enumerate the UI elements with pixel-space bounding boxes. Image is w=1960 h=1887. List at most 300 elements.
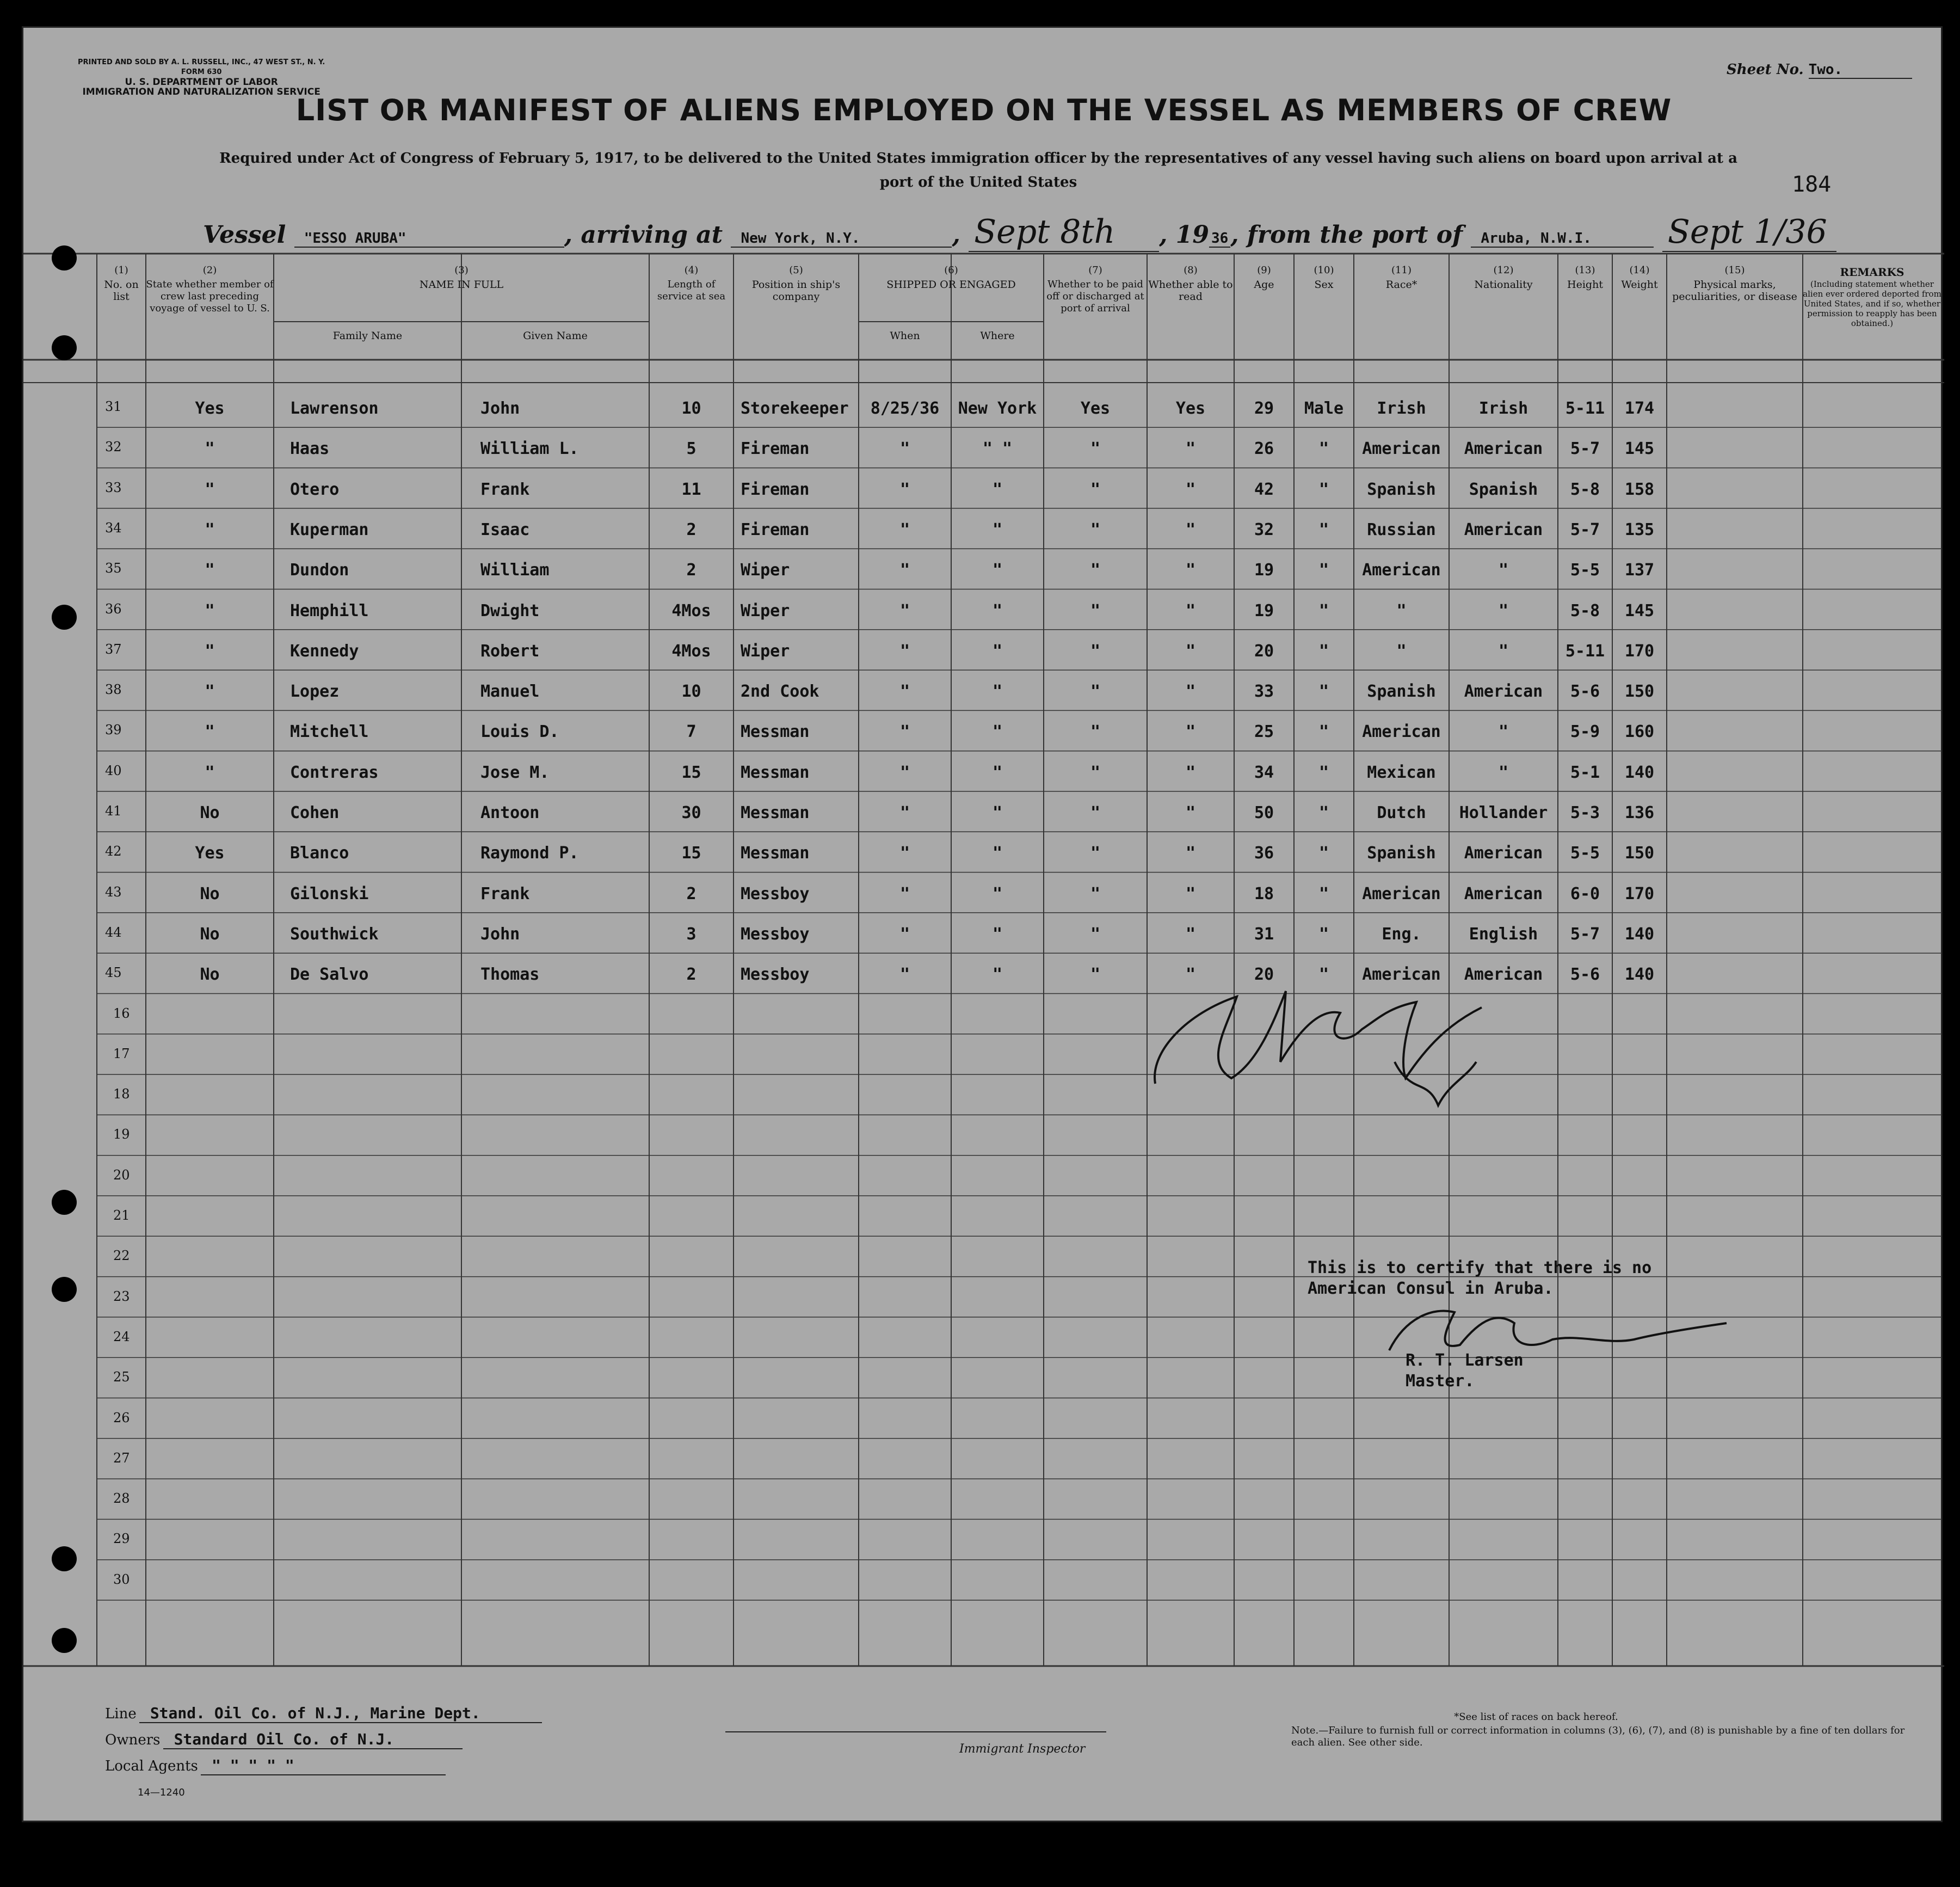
cell-nationality: " [1498,641,1509,661]
cell-age: 18 [1254,884,1274,903]
cell-sex: " [1318,439,1329,459]
cell-height: 6-0 [1570,884,1600,903]
cell-paid: " [1090,924,1101,944]
manifest-sheet [22,26,1943,1822]
agents-value: " " " " " [201,1756,446,1775]
cell-paid: " [1090,722,1101,742]
cell-when: " [899,480,910,499]
row-number: 30 [113,1571,130,1587]
cell-given: Raymond P. [480,844,579,863]
cell-read: " [1185,884,1196,903]
cell-given: John [480,924,520,944]
printer-line: U. S. DEPARTMENT OF LABOR [125,77,278,88]
cell-nationality: American [1464,682,1543,702]
owners-label: Owners [105,1732,161,1748]
cell-family: Cohen [290,803,340,822]
form-code: 14—1240 [138,1787,185,1798]
cell-sex: " [1318,965,1329,985]
cell-nationality: Spanish [1469,480,1538,499]
cell-where: " [992,561,1003,580]
sailed-date: Sept 1/36 [1662,213,1836,252]
cell-sex: " [1318,480,1329,499]
footer-owners [105,1730,463,1749]
cell-age: 36 [1254,844,1274,863]
cell-weight: 136 [1624,803,1655,822]
cell-height: 5-6 [1570,682,1600,702]
cell-prev: No [200,884,220,903]
cell-sex: " [1318,641,1329,661]
cell-age: 20 [1254,641,1274,661]
cell-family: Hemphill [290,601,369,620]
cell-age: 20 [1254,965,1274,985]
row-number: 20 [113,1167,130,1183]
row-number: 24 [113,1329,130,1344]
cell-sex: " [1318,601,1329,620]
line-value: Stand. Oil Co. of N.J., Marine Dept. [139,1704,542,1723]
cell-race: " [1396,641,1407,661]
cell-given: Dwight [480,601,540,620]
row-number: 40 [105,763,122,778]
cell-age: 29 [1254,399,1274,418]
cell-when: " [899,520,910,539]
cell-sex: " [1318,561,1329,580]
from-port-value: Aruba, N.W.I. [1471,230,1654,248]
cell-weight: 145 [1624,601,1655,620]
cell-position: Storekeeper [741,399,849,418]
cell-family: Otero [290,480,340,499]
cell-given: Frank [480,480,530,499]
page-subtitle: Required under Act of Congress of February 5, 1917, to be delivered to the United States immigration officer by the representatives of any vessel having such aliens on board upon arrival at a port of the United States [219,150,1737,190]
cell-position: Messboy [741,924,810,944]
from-label: from the port of [1247,221,1463,249]
col-header-physical-marks: (15) Physical marks, peculiarities, or disease [1672,265,1797,303]
cell-family: Blanco [290,844,349,863]
cell-service: 10 [681,682,701,702]
cell-race: " [1396,601,1407,620]
cell-weight: 140 [1624,924,1655,944]
cell-read: " [1185,803,1196,822]
cell-read: " [1185,439,1196,459]
vessel-line: Vessel "ESSO ARUBA" , arriving at New York, N.Y. , Sept 8th , 19 36, from the port of Aruba, N.W.I. Sept 1/36 [203,213,1836,252]
cell-paid: " [1090,884,1101,903]
punch-hole [52,1628,77,1653]
cell-given: Isaac [480,520,530,539]
cell-when: " [899,641,910,661]
cell-given: William L. [480,439,579,459]
races-note: *See list of races on back hereof. [1454,1711,1618,1723]
row-number: 23 [113,1288,130,1304]
cell-read: " [1185,682,1196,702]
row-number: 18 [113,1086,130,1102]
cell-sex: " [1318,520,1329,539]
cell-nationality: American [1464,439,1543,459]
cell-prev: " [205,520,215,539]
cell-race: American [1362,439,1441,459]
col-header-given-name: Given Name [523,330,588,342]
cell-nationality: Irish [1478,399,1528,418]
col-header-race: (11) Race* [1385,265,1417,291]
row-number: 45 [105,965,122,981]
punch-hole [52,605,77,630]
cell-race: American [1362,561,1441,580]
cell-service: 2 [686,520,697,539]
cell-when: " [899,763,910,782]
agents-label: Local Agents [105,1758,198,1774]
cell-given: Louis D. [480,722,559,742]
cell-service: 3 [686,924,697,944]
col-header-previous-voyage: (2) State whether member of crew last preceding voyage of vessel to U. S. [146,265,274,314]
master-name: R. T. Larsen [1406,1351,1524,1370]
cell-service: 30 [681,803,701,822]
cell-where: " [992,520,1003,539]
cell-read: " [1185,641,1196,661]
line-label: Line [105,1706,137,1722]
col-header-name: (3) NAME IN FULL [419,265,504,291]
cell-race: Irish [1377,399,1426,418]
row-number: 36 [105,601,122,617]
cell-service: 2 [686,965,697,985]
row-number: 28 [113,1491,130,1507]
col-header-no: (1) No. on list [104,265,139,303]
row-number: 31 [105,399,122,414]
cell-family: Contreras [290,763,379,782]
cell-race: American [1362,965,1441,985]
cell-height: 5-11 [1565,399,1605,418]
cell-paid: " [1090,803,1101,822]
sheet-number-label: Sheet No. [1727,62,1804,78]
cell-service: 7 [686,722,697,742]
col-header-position: (5) Position in ship's company [751,265,841,303]
cell-where: " [992,480,1003,499]
cell-where: " [992,844,1003,863]
cell-position: Fireman [741,520,810,539]
row-number: 33 [105,480,122,495]
cell-nationality: " [1498,722,1509,742]
cell-prev: No [200,965,220,985]
cell-given: Thomas [480,965,540,985]
cell-height: 5-11 [1565,641,1605,661]
cell-family: Dundon [290,561,349,580]
cell-service: 15 [681,763,701,782]
cell-prev: " [205,601,215,620]
cell-when: " [899,722,910,742]
cell-weight: 170 [1624,641,1655,661]
cell-nationality: American [1464,844,1543,863]
cell-weight: 174 [1624,399,1655,418]
cell-nationality: " [1498,601,1509,620]
col-header-family-name: Family Name [332,330,403,342]
vessel-value: "ESSO ARUBA" [294,230,564,248]
cell-position: Messman [741,722,810,742]
cell-sex: " [1318,682,1329,702]
cell-weight: 145 [1624,439,1655,459]
cell-weight: 135 [1624,520,1655,539]
cell-height: 5-9 [1570,722,1600,742]
cell-service: 4Mos [671,601,711,620]
cell-age: 42 [1254,480,1274,499]
cell-age: 34 [1254,763,1274,782]
cell-where: " [992,803,1003,822]
master-signer [1406,1350,1569,1392]
row-number: 37 [105,641,122,657]
cell-position: 2nd Cook [741,682,819,702]
col-header-shipped: (6) SHIPPED OR ENGAGED [886,265,1016,291]
col-header-service: (4) Length of service at sea [657,265,726,302]
cell-family: Southwick [290,924,379,944]
cell-race: Mexican [1367,763,1436,782]
cell-when: " [899,561,910,580]
cell-when: " [899,601,910,620]
cell-service: 4Mos [671,641,711,661]
cell-where: New York [958,399,1037,418]
cell-read: " [1185,924,1196,944]
page-title: LIST OR MANIFEST OF ALIENS EMPLOYED ON THE VESSEL AS MEMBERS OF CREW [295,93,1672,127]
cell-where: " [992,965,1003,985]
cell-race: Spanish [1367,844,1436,863]
cell-paid: " [1090,439,1101,459]
col-header-height: (13) Height [1567,265,1603,291]
cell-age: 19 [1254,561,1274,580]
cell-race: Spanish [1367,682,1436,702]
cell-read: Yes [1175,399,1206,418]
cell-given: Jose M. [480,763,550,782]
vessel-label: Vessel [203,221,286,249]
cell-family: De Salvo [290,965,369,985]
cell-position: Fireman [741,480,810,499]
row-number: 34 [105,520,122,536]
cell-when: " [899,924,910,944]
cell-sex: Male [1304,399,1344,418]
footer-agents [105,1756,446,1775]
cell-weight: 150 [1624,682,1655,702]
cell-paid: " [1090,520,1101,539]
cell-sex: " [1318,803,1329,822]
cell-family: Kennedy [290,641,359,661]
cell-height: 5-5 [1570,561,1600,580]
cell-race: Russian [1367,520,1436,539]
row-number: 35 [105,561,122,576]
col-header-where: Where [980,330,1015,342]
footer-line [105,1704,542,1723]
punch-hole [52,1190,77,1215]
cell-family: Lopez [290,682,340,702]
cell-service: 2 [686,884,697,903]
cell-given: Frank [480,884,530,903]
cell-position: Wiper [741,641,790,661]
cell-height: 5-3 [1570,803,1600,822]
cell-paid: " [1090,965,1101,985]
cell-prev: " [205,722,215,742]
cell-service: 5 [686,439,697,459]
cell-age: 19 [1254,601,1274,620]
row-number: 44 [105,924,122,940]
col-header-when: When [890,330,920,342]
cell-age: 26 [1254,439,1274,459]
arriving-label: arriving at [581,221,723,249]
row-number: 26 [113,1410,130,1425]
cell-weight: 140 [1624,965,1655,985]
row-number: 25 [113,1369,130,1385]
row-number: 38 [105,682,122,698]
cell-height: 5-1 [1570,763,1600,782]
row-number: 32 [105,439,122,455]
owners-value: Standard Oil Co. of N.J. [163,1730,463,1749]
cell-read: " [1185,722,1196,742]
cell-weight: 160 [1624,722,1655,742]
cell-read: " [1185,965,1196,985]
cell-weight: 137 [1624,561,1655,580]
cell-given: Antoon [480,803,540,822]
row-number: 16 [113,1005,130,1021]
cell-paid: " [1090,641,1101,661]
row-number: 41 [105,803,122,819]
certification-text: This is to certify that there is no American Consul in Aruba. [1308,1258,1652,1298]
cell-given: Manuel [480,682,540,702]
cell-weight: 140 [1624,763,1655,782]
cell-race: American [1362,884,1441,903]
cell-read: " [1185,601,1196,620]
col-header-remarks: REMARKS (Including statement whether alien ever ordered deported from United States, and if so, whether permission to reapply has been obtained.) [1803,266,1941,328]
cell-position: Messman [741,844,810,863]
col-header-sex: (10) Sex [1314,265,1334,291]
cell-height: 5-6 [1570,965,1600,985]
punch-hole [52,245,77,271]
arriving-value: New York, N.Y. [731,230,952,248]
cell-family: Gilonski [290,884,369,903]
col-header-weight: (14) Weight [1621,265,1658,291]
cell-prev: No [200,924,220,944]
cell-paid: " [1090,480,1101,499]
cell-family: Haas [290,439,330,459]
row-number: 19 [113,1127,130,1142]
cell-read: " [1185,480,1196,499]
cell-race: Eng. [1382,924,1421,944]
cell-sex: " [1318,924,1329,944]
cell-where: " [992,682,1003,702]
cell-sex: " [1318,763,1329,782]
row-number: 43 [105,884,122,900]
row-number: 22 [113,1248,130,1264]
cell-when: " [899,884,910,903]
cell-when: 8/25/36 [870,399,940,418]
cell-paid: Yes [1080,399,1111,418]
cell-height: 5-8 [1570,480,1600,499]
cell-prev: " [205,763,215,782]
cell-weight: 170 [1624,884,1655,903]
cell-read: " [1185,763,1196,782]
cell-when: " [899,682,910,702]
row-number: 42 [105,844,122,859]
cell-age: 32 [1254,520,1274,539]
col-header-paid-off: (7) Whether to be paid off or discharged at port of arrival [1046,265,1144,314]
cell-given: William [480,561,550,580]
row-number: 27 [113,1450,130,1466]
cell-family: Kuperman [290,520,369,539]
cell-nationality: American [1464,884,1543,903]
cell-prev: Yes [195,844,225,863]
cell-position: Messman [741,763,810,782]
cell-weight: 150 [1624,844,1655,863]
cell-service: 11 [681,480,701,499]
cell-weight: 158 [1624,480,1655,499]
cell-paid: " [1090,844,1101,863]
cell-height: 5-8 [1570,601,1600,620]
cell-race: Dutch [1377,803,1426,822]
cell-position: Messman [741,803,810,822]
cell-prev: " [205,439,215,459]
cell-age: 33 [1254,682,1274,702]
cell-family: Mitchell [290,722,369,742]
cell-read: " [1185,520,1196,539]
cell-prev: " [205,641,215,661]
cell-age: 25 [1254,722,1274,742]
cell-when: " [899,965,910,985]
printer-line: IMMIGRATION AND NATURALIZATION SERVICE [82,87,320,97]
cell-height: 5-7 [1570,520,1600,539]
stamp-number: 184 [1792,172,1832,197]
cell-nationality: " [1498,763,1509,782]
cell-nationality: Hollander [1459,803,1548,822]
cell-read: " [1185,561,1196,580]
row-number: 21 [113,1208,130,1223]
cell-where: " [992,884,1003,903]
arrival-date: Sept 8th [969,213,1159,252]
cell-service: 10 [681,399,701,418]
cell-given: John [480,399,520,418]
cell-when: " [899,439,910,459]
cell-paid: " [1090,763,1101,782]
master-title: Master. [1406,1372,1475,1391]
cell-sex: " [1318,844,1329,863]
cell-height: 5-5 [1570,844,1600,863]
cell-nationality: American [1464,965,1543,985]
cell-paid: " [1090,682,1101,702]
cell-family: Lawrenson [290,399,379,418]
cell-sex: " [1318,884,1329,903]
col-header-age: (9) Age [1254,265,1274,291]
col-header-nationality: (12) Nationality [1474,265,1533,291]
cell-prev: " [205,480,215,499]
cell-position: Wiper [741,601,790,620]
cell-where: " [992,641,1003,661]
cell-paid: " [1090,601,1101,620]
cell-height: 5-7 [1570,924,1600,944]
cell-position: Fireman [741,439,810,459]
year-value: 36 [1209,230,1230,248]
cell-nationality: American [1464,520,1543,539]
printer-line: PRINTED AND SOLD BY A. L. RUSSELL, INC., 47 WEST ST., N. Y. [78,58,325,66]
cell-service: 15 [681,844,701,863]
cell-prev: " [205,561,215,580]
penalty-note: Note.—Failure to furnish full or correct information in columns (3), (6), (7), and (8) is punishable by a fine of ten dollars for each alien. See other side. [1291,1725,1905,1748]
row-number: 29 [113,1531,130,1547]
cell-sex: " [1318,722,1329,742]
printer-line: FORM 630 [181,68,222,76]
cell-position: Wiper [741,561,790,580]
punch-hole [52,1277,77,1302]
cell-where: " [992,601,1003,620]
cell-position: Messboy [741,965,810,985]
inspector-signature [1144,953,1525,1127]
row-number: 17 [113,1046,130,1061]
cell-where: " [992,924,1003,944]
punch-hole [52,1546,77,1571]
cell-given: Robert [480,641,540,661]
cell-height: 5-7 [1570,439,1600,459]
cell-where: " [992,722,1003,742]
year-prefix: 19 [1175,221,1209,249]
inspector-label: Immigrant Inspector [959,1742,1086,1756]
